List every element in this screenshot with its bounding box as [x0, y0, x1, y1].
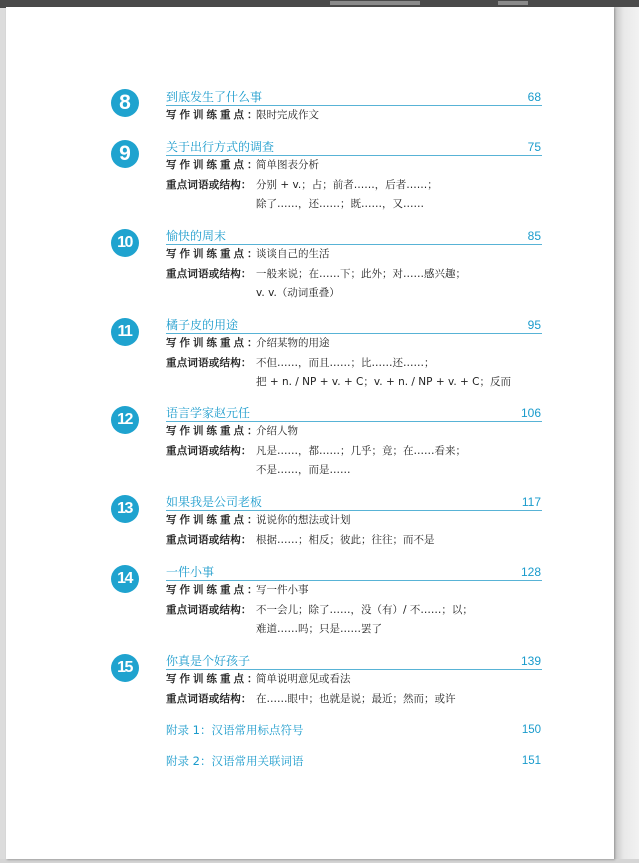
- writing-focus-text: 介绍某物的用途: [256, 337, 330, 349]
- writing-focus-row: [166, 513, 351, 527]
- title-rule: [166, 105, 542, 106]
- writing-focus-row: [166, 424, 298, 438]
- key-words-text: 在……眼中；也就是说；最近；然而；或许: [256, 693, 456, 705]
- key-words-row: [166, 603, 473, 617]
- key-words-row: [166, 533, 435, 547]
- lesson-number-badge: 12: [111, 406, 139, 434]
- lesson-page-number: 139: [520, 654, 541, 668]
- title-rule: [166, 244, 542, 245]
- title-rule: [166, 155, 542, 156]
- key-words-continuation: 除了……，还……；既……，又……: [256, 198, 424, 210]
- writing-focus-row: [166, 158, 319, 172]
- lesson-page-number: 95: [527, 318, 541, 332]
- key-words-text: 凡是……，都……；几乎；竟；在……看来；: [256, 445, 466, 457]
- lesson-page-number: 106: [520, 406, 541, 420]
- title-rule: [166, 333, 542, 334]
- key-words-text: 一般来说；在……下；此外；对……感兴趣；: [256, 268, 466, 280]
- lesson-title[interactable]: 关于出行方式的调查: [166, 140, 275, 154]
- writing-focus-label: 写作训练重点：: [166, 584, 261, 596]
- writing-focus-label: 写作训练重点：: [166, 337, 261, 349]
- lesson-page-number: 128: [520, 565, 541, 579]
- writing-focus-text: 限时完成作文: [256, 109, 319, 121]
- lesson-page-number: 85: [527, 229, 541, 243]
- key-words-row: [166, 178, 438, 192]
- key-words-label: 重点词语或结构：: [166, 357, 252, 369]
- lesson-number-badge: 13: [111, 495, 139, 523]
- appendix-title[interactable]: 附录 1：汉语常用标点符号: [166, 723, 304, 737]
- key-words-label: 重点词语或结构：: [166, 445, 252, 457]
- writing-focus-row: [166, 336, 330, 350]
- lesson-number-badge: 14: [111, 565, 139, 593]
- key-words-continuation: 难道……吗；只是……罢了: [256, 623, 382, 635]
- lesson-number-badge: 8: [111, 89, 139, 117]
- lesson-page-number: 68: [527, 90, 541, 104]
- writing-focus-text: 介绍人物: [256, 425, 298, 437]
- lesson-title[interactable]: 到底发生了什么事: [166, 90, 263, 104]
- lesson-number-badge: 11: [111, 318, 139, 346]
- writing-focus-label: 写作训练重点：: [166, 673, 261, 685]
- lesson-number-badge: 9: [111, 140, 139, 168]
- key-words-text: 不但……，而且……；比……还……；: [256, 357, 435, 369]
- lesson-page-number: 117: [521, 495, 541, 509]
- key-words-continuation: v. v.（动词重叠）: [256, 287, 340, 299]
- key-words-label: 重点词语或结构：: [166, 534, 252, 546]
- lesson-title[interactable]: 语言学家赵元任: [166, 406, 251, 420]
- key-words-row: [166, 444, 466, 458]
- title-rule: [166, 669, 542, 670]
- key-words-row: [166, 692, 456, 706]
- writing-focus-text: 简单说明意见或看法: [256, 673, 351, 685]
- appendix-page-number: 151: [521, 755, 541, 767]
- key-words-row: [166, 267, 466, 281]
- appendix-page-number: 150: [521, 724, 541, 736]
- lesson-page-number: 75: [527, 140, 541, 154]
- writing-focus-label: 写作训练重点：: [166, 248, 261, 260]
- writing-focus-label: 写作训练重点：: [166, 514, 261, 526]
- header-remnant: [498, 1, 528, 5]
- title-rule: [166, 421, 542, 422]
- key-words-text: 根据……；相反；彼此；往往；而不是: [256, 534, 435, 546]
- writing-focus-text: 说说你的想法或计划: [256, 514, 351, 526]
- key-words-label: 重点词语或结构：: [166, 268, 252, 280]
- appendix-title[interactable]: 附录 2：汉语常用关联词语: [166, 754, 304, 768]
- key-words-label: 重点词语或结构：: [166, 693, 252, 705]
- lesson-title[interactable]: 如果我是公司老板: [166, 495, 263, 509]
- lesson-title[interactable]: 橘子皮的用途: [166, 318, 239, 332]
- writing-focus-label: 写作训练重点：: [166, 159, 261, 171]
- lesson-title[interactable]: 一件小事: [166, 565, 215, 579]
- key-words-row: [166, 356, 435, 370]
- lesson-number-badge: 10: [111, 229, 139, 257]
- writing-focus-text: 谈谈自己的生活: [256, 248, 330, 260]
- title-rule: [166, 510, 542, 511]
- header-remnant: [330, 1, 420, 5]
- writing-focus-row: [166, 247, 330, 261]
- key-words-continuation: 把 + n. / NP + v. + C；v. + n. / NP + v. + C；反而: [256, 376, 511, 388]
- key-words-label: 重点词语或结构：: [166, 604, 252, 616]
- bottom-edge: [0, 859, 639, 863]
- lesson-title[interactable]: 愉快的周末: [166, 229, 227, 243]
- writing-focus-label: 写作训练重点：: [166, 109, 261, 121]
- key-words-text: 分别 + v.；占；前者……，后者……；: [256, 179, 438, 191]
- title-rule: [166, 580, 542, 581]
- key-words-text: 不一会儿；除了……，没（有）/ 不……；以；: [256, 604, 473, 616]
- writing-focus-row: [166, 583, 309, 597]
- writing-focus-text: 简单图表分析: [256, 159, 319, 171]
- writing-focus-row: [166, 672, 351, 686]
- key-words-continuation: 不是……，而是……: [256, 464, 351, 476]
- writing-focus-row: [166, 108, 319, 122]
- key-words-label: 重点词语或结构：: [166, 179, 252, 191]
- page-edge: [614, 7, 639, 863]
- lesson-title[interactable]: 你真是个好孩子: [166, 654, 251, 668]
- lesson-number-badge: 15: [111, 654, 139, 682]
- writing-focus-text: 写一件小事: [256, 584, 309, 596]
- writing-focus-label: 写作训练重点：: [166, 425, 261, 437]
